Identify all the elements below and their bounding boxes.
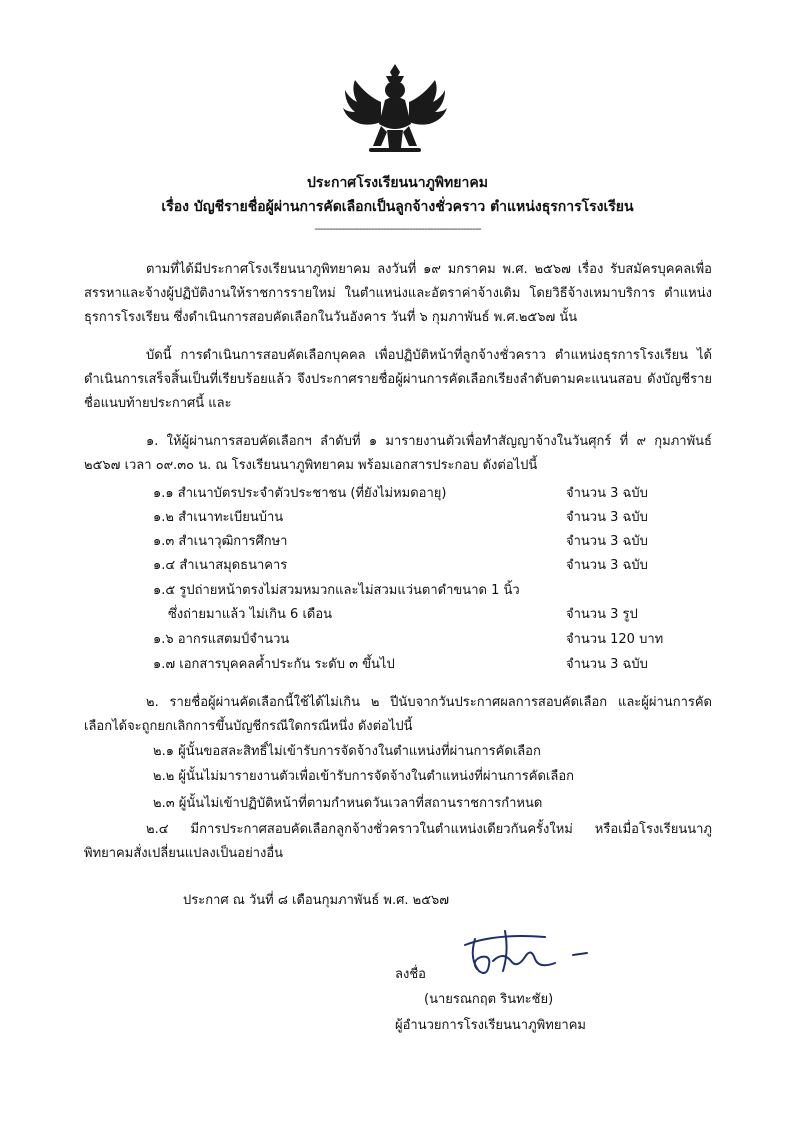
divider: -------------------------------------------------------- bbox=[314, 222, 481, 235]
paragraph-1: ตามที่ได้มีประกาศโรงเรียนนาภูพิทยาคม ลงวันที่ ๑๙ มกราคม พ.ศ. ๒๕๖๗ เรื่อง รับสมัครบุคคลเพื่อสรรหาและจ้างผู้ปฏิบัติงานให้ราชการรายใหม่ ในตำแหน่งและอัตราค่าจ้างเดิม โดยวิธีจ้างเหมาบริการ ตำแหน่งธุรการโรงเรียน ซึ่งดำเนินการสอบคัดเลือกในวันอังคาร วันที่ ๖ กุมภาพันธ์ พ.ศ.๒๕๖๗ นั้น bbox=[84, 262, 712, 325]
announcement-subject: เรื่อง บัญชีรายชื่อผู้ผ่านการคัดเลือกเป็นลูกจ้างชั่วคราว ตำแหน่งธุรการโรงเรียน bbox=[161, 199, 634, 215]
document-item: ๑.๕ รูปถ่ายหน้าตรงไม่สวมหมวกและไม่สวมแว่นตาดำขนาด 1 นิ้ว bbox=[153, 583, 520, 598]
cancellation-case: ๒.๒ ผู้นั้นไม่มารายงานตัวเพื่อเข้ารับการจัดจ้างในตำแหน่งที่ผ่านการคัดเลือก bbox=[153, 769, 575, 784]
document-qty: จำนวน 120 บาท bbox=[566, 632, 664, 647]
document-item: ๑.๖ อากรแสตมป์จำนวน bbox=[153, 632, 290, 647]
document-qty: จำนวน 3 ฉบับ bbox=[566, 534, 648, 549]
paragraph-4: ๒. รายชื่อผู้ผ่านคัดเลือกนี้ใช้ได้ไม่เกิน ๒ ปีนับจากวันประกาศผลการสอบคัดเลือก และผู้ผ่านการคัดเลือกได้จะถูกยกเลิกการขึ้นบัญชีกรณีใดกรณีหนึ่ง ดังต่อไปนี้ bbox=[84, 695, 712, 734]
document-qty: จำนวน 3 รูป bbox=[566, 607, 638, 622]
document-item: ๑.๑ สำเนาบัตรประจำตัวประชาชน (ที่ยังไม่หมดอายุ) bbox=[153, 486, 447, 501]
document-qty: จำนวน 3 ฉบับ bbox=[566, 558, 648, 573]
cancellation-case: ๒.๑ ผู้นั้นขอสละสิทธิ์ไม่เข้ารับการจัดจ้างในตำแหน่งที่ผ่านการคัดเลือก bbox=[153, 744, 541, 759]
announcement-title: ประกาศโรงเรียนนาภูพิทยาคม bbox=[307, 175, 488, 191]
document-item: ๑.๒ สำเนาทะเบียนบ้าน bbox=[153, 510, 284, 525]
handwritten-signature bbox=[445, 925, 595, 985]
garuda-emblem-icon bbox=[335, 60, 455, 160]
paragraph-2: บัดนี้ การดำเนินการสอบคัดเลือกบุคคล เพื่อปฏิบัติหน้าที่ลูกจ้างชั่วคราว ตำแหน่งธุรการโรงเรียน ได้ดำเนินการเสร็จสิ้นเป็นที่เรียบร้อยแล้ว จึงประกาศรายชื่อผู้ผ่านการคัดเลือกเรียงลำดับตามคะแนนสอบ ดังบัญชีรายชื่อแนบท้ายประกาศนี้ และ bbox=[84, 348, 712, 411]
paragraph-5: ๒.๔ มีการประกาศสอบคัดเลือกลูกจ้างชั่วคราวในตำแหน่งเดียวกันครั้งใหม่ หรือเมื่อโรงเรียนนาภูพิทยาคมสั่งเปลี่ยนแปลงเป็นอย่างอื่น bbox=[84, 822, 712, 861]
sign-label: ลงชื่อ bbox=[395, 967, 426, 982]
announcement-date: ประกาศ ณ วันที่ ๘ เดือนกุมภาพันธ์ พ.ศ. ๒๕๖๗ bbox=[183, 893, 450, 908]
document-item: ๑.๔ สำเนาสมุดธนาคาร bbox=[153, 558, 288, 573]
paragraph-3: ๑. ให้ผู้ผ่านการสอบคัดเลือกฯ ลำดับที่ ๑ มารายงานตัวเพื่อทำสัญญาจ้างในวันศุกร์ ที่ ๙ กุมภาพันธ์ ๒๕๖๗ เวลา ๐๙.๓๐ น. ณ โรงเรียนนาภูพิทยาคม พร้อมเอกสารประกอบ ดังต่อไปนี้ bbox=[84, 434, 712, 473]
document-item: ๑.๓ สำเนาวุฒิการศึกษา bbox=[153, 534, 288, 549]
signer-name: (นายรณกฤต รินทะชัย) bbox=[424, 992, 554, 1007]
document-qty: จำนวน 3 ฉบับ bbox=[566, 657, 648, 672]
signer-position: ผู้อำนวยการโรงเรียนนาภูพิทยาคม bbox=[395, 1018, 587, 1033]
document-item: ๑.๗ เอกสารบุคคลค้ำประกัน ระดับ ๓ ขึ้นไป bbox=[153, 657, 395, 672]
document-qty: จำนวน 3 ฉบับ bbox=[566, 510, 648, 525]
document-item: ซึ่งถ่ายมาแล้ว ไม่เกิน 6 เดือน bbox=[168, 607, 333, 622]
document-qty: จำนวน 3 ฉบับ bbox=[566, 486, 648, 501]
cancellation-case: ๒.๓ ผู้นั้นไม่เข้าปฏิบัติหน้าที่ตามกำหนดวันเวลาที่สถานราชการกำหนด bbox=[153, 796, 543, 811]
